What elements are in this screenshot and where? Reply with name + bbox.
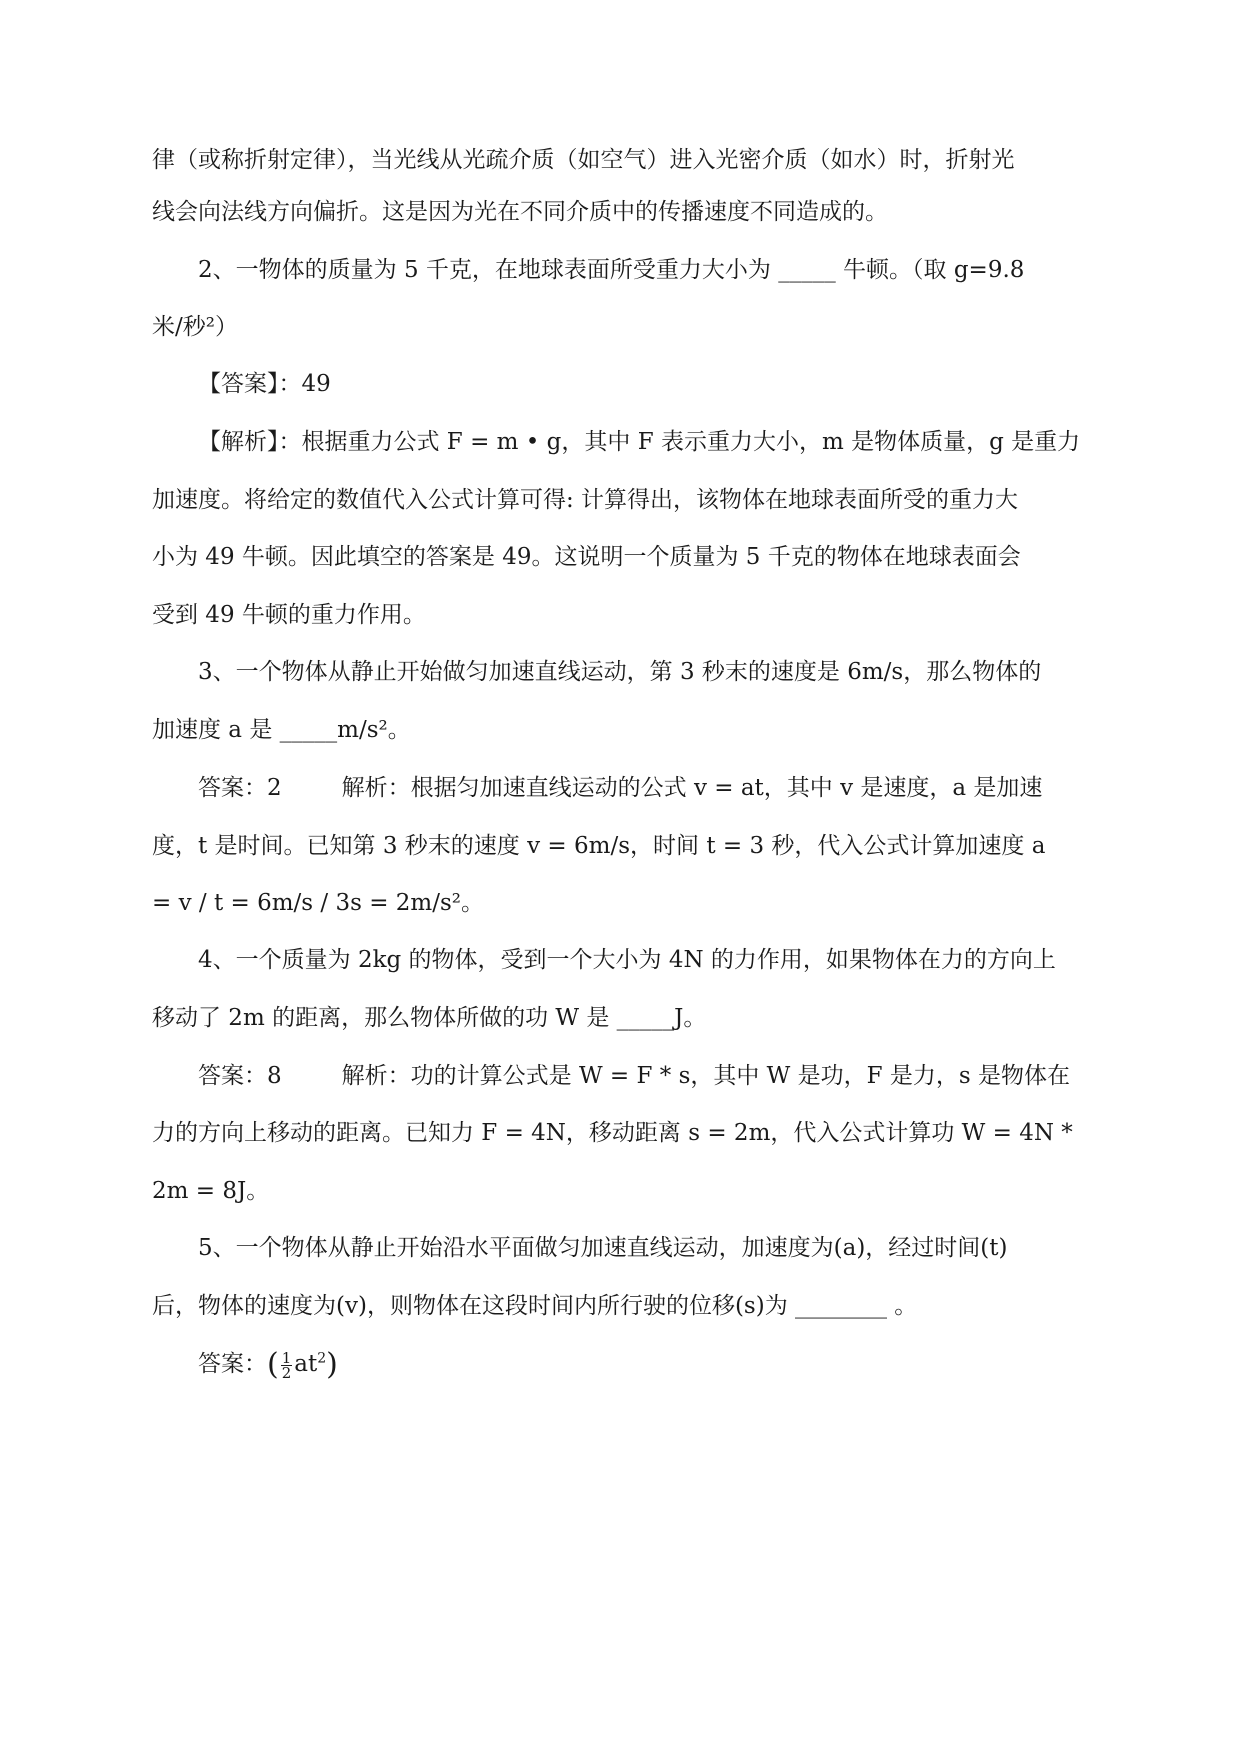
text-line: 力的方向上移动的距离。已知力 F = 4N，移动距离 s = 2m，代入公式计算功 W = 4N * xyxy=(152,1120,1073,1146)
question-2: 2、一物体的质量为 5 千克，在地球表面所受重力大小为 _____ 牛顿。（取 g=9.8 xyxy=(198,257,1025,283)
text-line: 度，t 是时间。已知第 3 秒末的速度 v = 6m/s，时间 t = 3 秒，代入公式计算加速度 a xyxy=(152,833,1046,859)
formula-close-paren: ) xyxy=(326,1347,338,1382)
answer-4 xyxy=(198,1059,1070,1093)
answer-label: 答案：2 xyxy=(198,775,282,801)
answer-5 xyxy=(198,1347,338,1382)
question-4: 4、一个质量为 2kg 的物体，受到一个大小为 4N 的力作用，如果物体在力的方向上 xyxy=(198,947,1056,973)
answer-label: 答案：8 xyxy=(198,1063,282,1089)
text-line: 米/秒²） xyxy=(152,314,238,340)
text-line: 后，物体的速度为(v)，则物体在这段时间内所行驶的位移(s)为 ________ 。 xyxy=(152,1293,918,1319)
question-3: 3、一个物体从静止开始做匀加速直线运动，第 3 秒末的速度是 6m/s，那么物体的 xyxy=(198,659,1042,685)
text-line: 线会向法线方向偏折。这是因为光在不同介质中的传播速度不同造成的。 xyxy=(152,199,888,225)
text-line: 受到 49 牛顿的重力作用。 xyxy=(152,602,426,628)
formula-exponent: 2 xyxy=(317,1350,327,1367)
analysis-2: 【解析】：根据重力公式 F = m • g，其中 F 表示重力大小，m 是物体质量，g 是重力 xyxy=(198,429,1081,455)
text-line: 加速度 a 是 _____m/s²。 xyxy=(152,717,411,743)
answer-label: 答案： xyxy=(198,1351,267,1377)
formula-open-paren: ( xyxy=(267,1347,279,1382)
text-line: 移动了 2m 的距离，那么物体所做的功 W 是 _____J。 xyxy=(152,1005,707,1031)
analysis-text: 解析：根据匀加速直线运动的公式 v = at，其中 v 是速度，a 是加速 xyxy=(341,775,1043,801)
answer-2: 【答案】：49 xyxy=(198,371,331,397)
formula-expression: at xyxy=(294,1351,318,1377)
text-line: = v / t = 6m/s / 3s = 2m/s²。 xyxy=(152,890,484,916)
analysis-text: 解析：功的计算公式是 W = F * s，其中 W 是功，F 是力，s 是物体在 xyxy=(341,1063,1071,1089)
question-5: 5、一个物体从静止开始沿水平面做匀加速直线运动，加速度为(a)，经过时间(t) xyxy=(198,1235,1008,1261)
fraction-denominator: 2 xyxy=(281,1363,292,1382)
formula-fraction xyxy=(281,1348,293,1382)
fraction-numerator: 1 xyxy=(281,1348,292,1367)
text-line: 小为 49 牛顿。因此填空的答案是 49。这说明一个质量为 5 千克的物体在地球表面会 xyxy=(152,544,1021,570)
text-line: 律（或称折射定律），当光线从光疏介质（如空气）进入光密介质（如水）时，折射光 xyxy=(152,147,1015,173)
text-line: 2m = 8J。 xyxy=(152,1178,270,1204)
text-line: 加速度。将给定的数值代入公式计算可得: 计算得出，该物体在地球表面所受的重力大 xyxy=(152,487,1019,513)
answer-3 xyxy=(198,771,1042,805)
